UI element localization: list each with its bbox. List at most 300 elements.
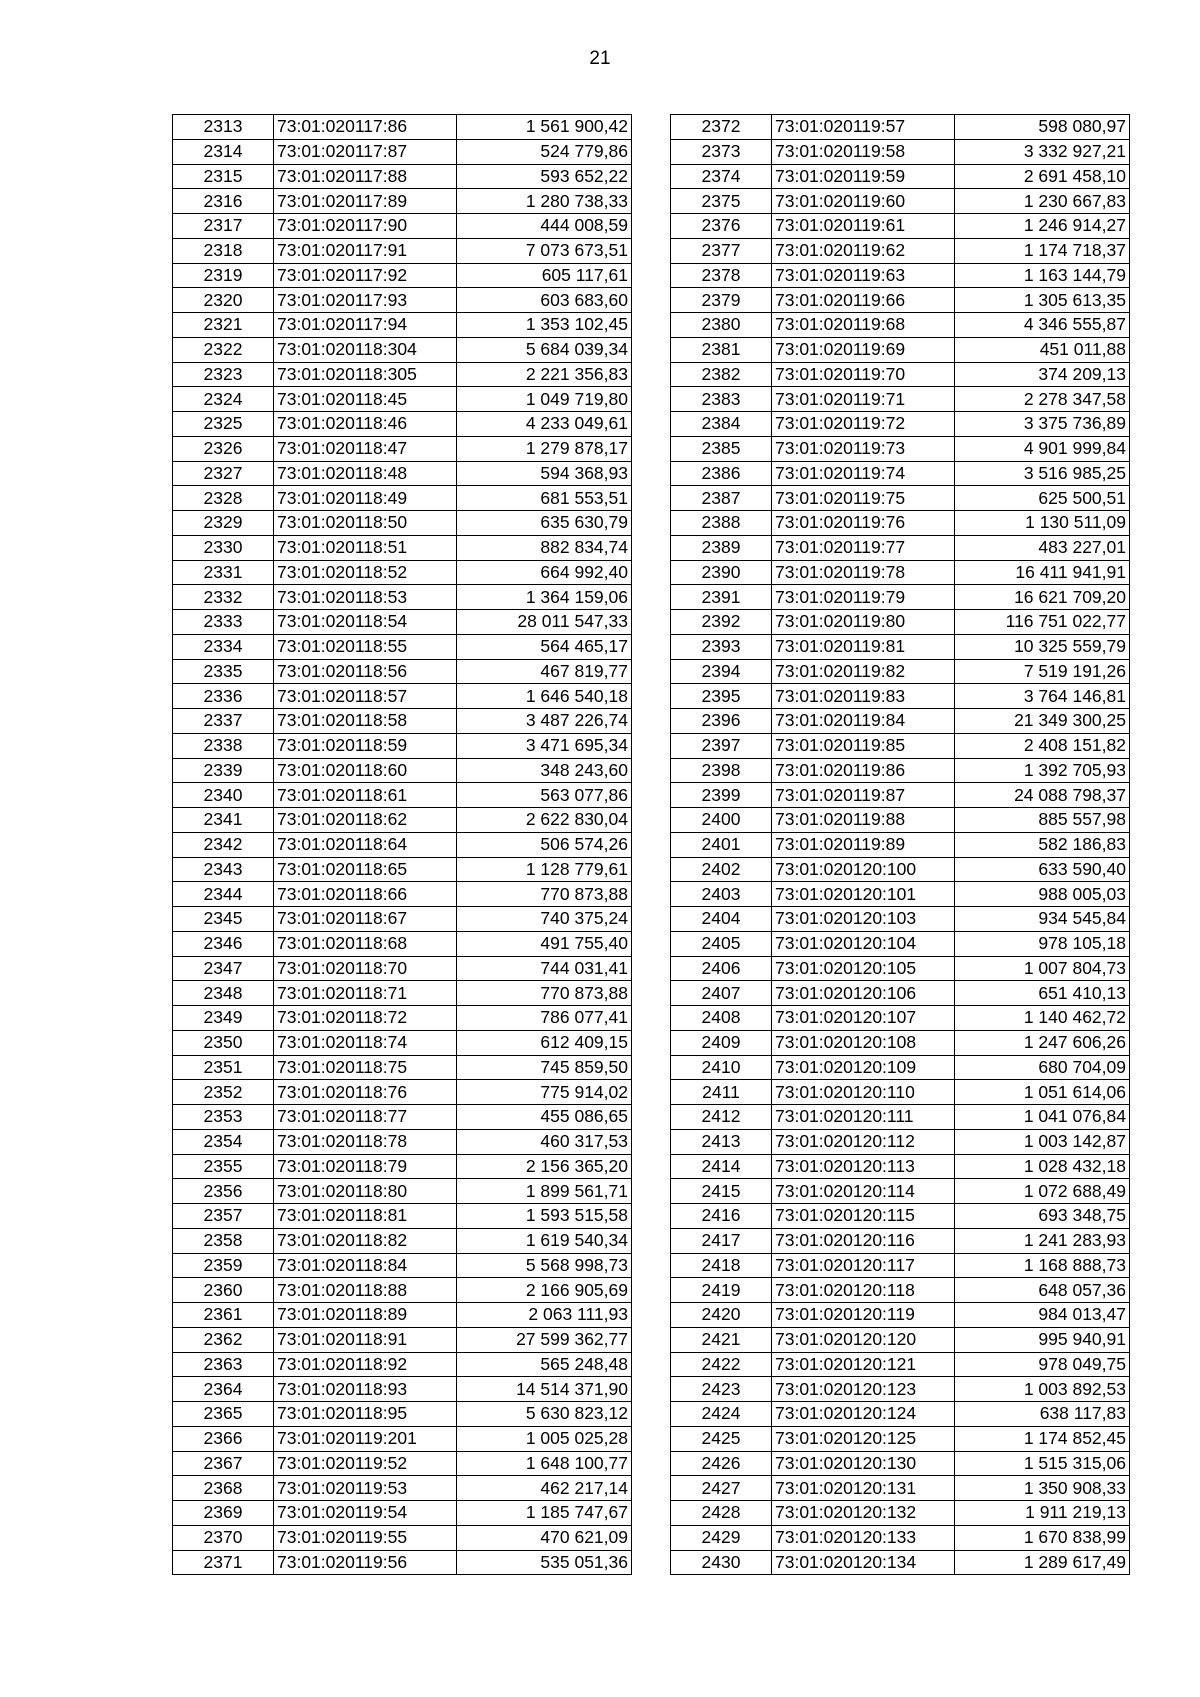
cadastral-value: 1 593 515,58 bbox=[457, 1204, 632, 1229]
table-row bbox=[173, 1426, 632, 1451]
row-number: 2323 bbox=[173, 362, 274, 387]
table-row bbox=[173, 1179, 632, 1204]
cadastral-number: 73:01:020118:71 bbox=[274, 981, 457, 1006]
table-row bbox=[173, 1352, 632, 1377]
table-row bbox=[671, 1501, 1130, 1526]
cadastral-value: 28 011 547,33 bbox=[457, 610, 632, 635]
row-number: 2412 bbox=[671, 1105, 772, 1130]
cadastral-value: 1 140 462,72 bbox=[955, 1006, 1130, 1031]
row-number: 2354 bbox=[173, 1129, 274, 1154]
table-row bbox=[173, 659, 632, 684]
row-number: 2369 bbox=[173, 1501, 274, 1526]
cadastral-value: 506 574,26 bbox=[457, 832, 632, 857]
table-row bbox=[671, 412, 1130, 437]
cadastral-value: 535 051,36 bbox=[457, 1550, 632, 1575]
cadastral-value: 7 073 673,51 bbox=[457, 238, 632, 263]
cadastral-value: 681 553,51 bbox=[457, 486, 632, 511]
row-number: 2367 bbox=[173, 1451, 274, 1476]
cadastral-number: 73:01:020119:62 bbox=[772, 238, 955, 263]
row-number: 2315 bbox=[173, 164, 274, 189]
cadastral-value: 1 003 892,53 bbox=[955, 1377, 1130, 1402]
cadastral-value: 786 077,41 bbox=[457, 1006, 632, 1031]
cadastral-number: 73:01:020117:93 bbox=[274, 288, 457, 313]
cadastral-value: 3 375 736,89 bbox=[955, 412, 1130, 437]
cadastral-value: 1 364 159,06 bbox=[457, 585, 632, 610]
row-number: 2406 bbox=[671, 956, 772, 981]
table-row bbox=[173, 313, 632, 338]
row-number: 2320 bbox=[173, 288, 274, 313]
cadastral-number: 73:01:020120:116 bbox=[772, 1228, 955, 1253]
cadastral-value: 882 834,74 bbox=[457, 535, 632, 560]
cadastral-value: 612 409,15 bbox=[457, 1030, 632, 1055]
row-number: 2392 bbox=[671, 610, 772, 635]
cadastral-value: 3 332 927,21 bbox=[955, 139, 1130, 164]
row-number: 2425 bbox=[671, 1426, 772, 1451]
row-number: 2332 bbox=[173, 585, 274, 610]
table-row bbox=[671, 733, 1130, 758]
cadastral-number: 73:01:020118:80 bbox=[274, 1179, 457, 1204]
cadastral-value: 3 471 695,34 bbox=[457, 733, 632, 758]
cadastral-value: 5 568 998,73 bbox=[457, 1253, 632, 1278]
right-table-body bbox=[671, 115, 1130, 1575]
cadastral-number: 73:01:020117:89 bbox=[274, 189, 457, 214]
table-row bbox=[671, 783, 1130, 808]
table-row bbox=[173, 337, 632, 362]
table-row bbox=[173, 387, 632, 412]
cadastral-value: 1 561 900,42 bbox=[457, 115, 632, 140]
cadastral-number: 73:01:020120:111 bbox=[772, 1105, 955, 1130]
table-row bbox=[671, 1278, 1130, 1303]
cadastral-number: 73:01:020118:81 bbox=[274, 1204, 457, 1229]
cadastral-number: 73:01:020118:55 bbox=[274, 634, 457, 659]
cadastral-value: 1 279 878,17 bbox=[457, 436, 632, 461]
cadastral-value: 21 349 300,25 bbox=[955, 709, 1130, 734]
cadastral-number: 73:01:020119:68 bbox=[772, 313, 955, 338]
cadastral-number: 73:01:020119:55 bbox=[274, 1525, 457, 1550]
cadastral-number: 73:01:020119:85 bbox=[772, 733, 955, 758]
cadastral-number: 73:01:020119:89 bbox=[772, 832, 955, 857]
row-number: 2385 bbox=[671, 436, 772, 461]
cadastral-number: 73:01:020117:86 bbox=[274, 115, 457, 140]
row-number: 2390 bbox=[671, 560, 772, 585]
cadastral-number: 73:01:020119:78 bbox=[772, 560, 955, 585]
cadastral-number: 73:01:020118:47 bbox=[274, 436, 457, 461]
cadastral-number: 73:01:020119:82 bbox=[772, 659, 955, 684]
table-row bbox=[173, 1154, 632, 1179]
row-number: 2339 bbox=[173, 758, 274, 783]
cadastral-value: 598 080,97 bbox=[955, 115, 1130, 140]
table-row bbox=[173, 560, 632, 585]
table-row bbox=[671, 1154, 1130, 1179]
row-number: 2380 bbox=[671, 313, 772, 338]
cadastral-number: 73:01:020118:82 bbox=[274, 1228, 457, 1253]
cadastral-value: 1 515 315,06 bbox=[955, 1451, 1130, 1476]
row-number: 2378 bbox=[671, 263, 772, 288]
cadastral-number: 73:01:020120:124 bbox=[772, 1402, 955, 1427]
cadastral-number: 73:01:020118:51 bbox=[274, 535, 457, 560]
row-number: 2417 bbox=[671, 1228, 772, 1253]
row-number: 2422 bbox=[671, 1352, 772, 1377]
cadastral-number: 73:01:020120:113 bbox=[772, 1154, 955, 1179]
row-number: 2383 bbox=[671, 387, 772, 412]
cadastral-value: 1 174 718,37 bbox=[955, 238, 1130, 263]
row-number: 2377 bbox=[671, 238, 772, 263]
cadastral-value: 2 221 356,83 bbox=[457, 362, 632, 387]
cadastral-number: 73:01:020120:115 bbox=[772, 1204, 955, 1229]
cadastral-number: 73:01:020118:74 bbox=[274, 1030, 457, 1055]
table-row bbox=[671, 808, 1130, 833]
row-number: 2337 bbox=[173, 709, 274, 734]
row-number: 2318 bbox=[173, 238, 274, 263]
cadastral-value: 483 227,01 bbox=[955, 535, 1130, 560]
table-row bbox=[671, 1525, 1130, 1550]
table-row bbox=[671, 387, 1130, 412]
row-number: 2358 bbox=[173, 1228, 274, 1253]
cadastral-value: 1 392 705,93 bbox=[955, 758, 1130, 783]
cadastral-value: 16 411 941,91 bbox=[955, 560, 1130, 585]
row-number: 2381 bbox=[671, 337, 772, 362]
cadastral-number: 73:01:020120:132 bbox=[772, 1501, 955, 1526]
table-row bbox=[173, 956, 632, 981]
cadastral-number: 73:01:020120:119 bbox=[772, 1303, 955, 1328]
cadastral-value: 1 128 779,61 bbox=[457, 857, 632, 882]
cadastral-number: 73:01:020118:70 bbox=[274, 956, 457, 981]
row-number: 2415 bbox=[671, 1179, 772, 1204]
row-number: 2384 bbox=[671, 412, 772, 437]
cadastral-number: 73:01:020119:57 bbox=[772, 115, 955, 140]
row-number: 2344 bbox=[173, 882, 274, 907]
cadastral-number: 73:01:020120:110 bbox=[772, 1080, 955, 1105]
cadastral-number: 73:01:020118:88 bbox=[274, 1278, 457, 1303]
table-row bbox=[671, 907, 1130, 932]
table-row bbox=[173, 1327, 632, 1352]
cadastral-number: 73:01:020118:65 bbox=[274, 857, 457, 882]
cadastral-value: 1 130 511,09 bbox=[955, 511, 1130, 536]
table-row bbox=[173, 585, 632, 610]
cadastral-value: 451 011,88 bbox=[955, 337, 1130, 362]
cadastral-number: 73:01:020120:117 bbox=[772, 1253, 955, 1278]
row-number: 2413 bbox=[671, 1129, 772, 1154]
row-number: 2356 bbox=[173, 1179, 274, 1204]
cadastral-value: 1 280 738,33 bbox=[457, 189, 632, 214]
table-row bbox=[671, 1377, 1130, 1402]
table-row bbox=[671, 1550, 1130, 1575]
table-row bbox=[671, 610, 1130, 635]
row-number: 2329 bbox=[173, 511, 274, 536]
table-row bbox=[671, 263, 1130, 288]
cadastral-number: 73:01:020119:69 bbox=[772, 337, 955, 362]
cadastral-number: 73:01:020120:131 bbox=[772, 1476, 955, 1501]
row-number: 2322 bbox=[173, 337, 274, 362]
table-row bbox=[173, 733, 632, 758]
cadastral-value: 1 168 888,73 bbox=[955, 1253, 1130, 1278]
cadastral-number: 73:01:020119:74 bbox=[772, 461, 955, 486]
table-row bbox=[173, 535, 632, 560]
table-row bbox=[671, 214, 1130, 239]
table-row bbox=[671, 535, 1130, 560]
row-number: 2331 bbox=[173, 560, 274, 585]
table-row bbox=[671, 709, 1130, 734]
cadastral-value: 978 105,18 bbox=[955, 931, 1130, 956]
cadastral-value: 1 041 076,84 bbox=[955, 1105, 1130, 1130]
cadastral-number: 73:01:020118:48 bbox=[274, 461, 457, 486]
row-number: 2408 bbox=[671, 1006, 772, 1031]
table-row bbox=[671, 931, 1130, 956]
cadastral-value: 116 751 022,77 bbox=[955, 610, 1130, 635]
row-number: 2393 bbox=[671, 634, 772, 659]
cadastral-number: 73:01:020118:66 bbox=[274, 882, 457, 907]
table-row bbox=[173, 436, 632, 461]
row-number: 2370 bbox=[173, 1525, 274, 1550]
cadastral-number: 73:01:020118:84 bbox=[274, 1253, 457, 1278]
table-row bbox=[173, 1501, 632, 1526]
cadastral-value: 1 185 747,67 bbox=[457, 1501, 632, 1526]
cadastral-number: 73:01:020119:84 bbox=[772, 709, 955, 734]
row-number: 2394 bbox=[671, 659, 772, 684]
cadastral-value: 594 368,93 bbox=[457, 461, 632, 486]
cadastral-number: 73:01:020120:123 bbox=[772, 1377, 955, 1402]
row-number: 2427 bbox=[671, 1476, 772, 1501]
cadastral-value: 444 008,59 bbox=[457, 214, 632, 239]
row-number: 2403 bbox=[671, 882, 772, 907]
table-row bbox=[671, 1303, 1130, 1328]
row-number: 2382 bbox=[671, 362, 772, 387]
table-row bbox=[173, 189, 632, 214]
row-number: 2416 bbox=[671, 1204, 772, 1229]
cadastral-value: 984 013,47 bbox=[955, 1303, 1130, 1328]
cadastral-number: 73:01:020118:46 bbox=[274, 412, 457, 437]
table-row bbox=[671, 1105, 1130, 1130]
cadastral-number: 73:01:020118:57 bbox=[274, 684, 457, 709]
row-number: 2334 bbox=[173, 634, 274, 659]
row-number: 2327 bbox=[173, 461, 274, 486]
cadastral-number: 73:01:020118:305 bbox=[274, 362, 457, 387]
cadastral-value: 1 670 838,99 bbox=[955, 1525, 1130, 1550]
row-number: 2330 bbox=[173, 535, 274, 560]
table-row bbox=[671, 1451, 1130, 1476]
cadastral-number: 73:01:020117:90 bbox=[274, 214, 457, 239]
row-number: 2366 bbox=[173, 1426, 274, 1451]
table-row bbox=[671, 634, 1130, 659]
table-row bbox=[671, 238, 1130, 263]
row-number: 2313 bbox=[173, 115, 274, 140]
table-row bbox=[173, 115, 632, 140]
table-row bbox=[173, 1030, 632, 1055]
table-row bbox=[671, 189, 1130, 214]
table-row bbox=[671, 313, 1130, 338]
row-number: 2353 bbox=[173, 1105, 274, 1130]
cadastral-value: 1 241 283,93 bbox=[955, 1228, 1130, 1253]
cadastral-number: 73:01:020118:79 bbox=[274, 1154, 457, 1179]
cadastral-number: 73:01:020118:56 bbox=[274, 659, 457, 684]
cadastral-value: 1 072 688,49 bbox=[955, 1179, 1130, 1204]
row-number: 2397 bbox=[671, 733, 772, 758]
table-row bbox=[671, 758, 1130, 783]
table-row bbox=[173, 758, 632, 783]
table-row bbox=[173, 214, 632, 239]
table-row bbox=[173, 1006, 632, 1031]
table-row bbox=[671, 585, 1130, 610]
cadastral-value: 775 914,02 bbox=[457, 1080, 632, 1105]
cadastral-number: 73:01:020118:62 bbox=[274, 808, 457, 833]
cadastral-number: 73:01:020119:53 bbox=[274, 1476, 457, 1501]
table-row bbox=[173, 1402, 632, 1427]
cadastral-value: 625 500,51 bbox=[955, 486, 1130, 511]
row-number: 2326 bbox=[173, 436, 274, 461]
row-number: 2357 bbox=[173, 1204, 274, 1229]
row-number: 2342 bbox=[173, 832, 274, 857]
cadastral-number: 73:01:020117:94 bbox=[274, 313, 457, 338]
cadastral-value: 2 408 151,82 bbox=[955, 733, 1130, 758]
table-row bbox=[173, 1303, 632, 1328]
row-number: 2372 bbox=[671, 115, 772, 140]
cadastral-value: 603 683,60 bbox=[457, 288, 632, 313]
row-number: 2341 bbox=[173, 808, 274, 833]
row-number: 2373 bbox=[671, 139, 772, 164]
row-number: 2423 bbox=[671, 1377, 772, 1402]
cadastral-number: 73:01:020118:93 bbox=[274, 1377, 457, 1402]
cadastral-number: 73:01:020119:77 bbox=[772, 535, 955, 560]
cadastral-number: 73:01:020120:112 bbox=[772, 1129, 955, 1154]
table-row bbox=[173, 634, 632, 659]
cadastral-value: 1 174 852,45 bbox=[955, 1426, 1130, 1451]
table-row bbox=[173, 164, 632, 189]
cadastral-value: 1 230 667,83 bbox=[955, 189, 1130, 214]
cadastral-value: 693 348,75 bbox=[955, 1204, 1130, 1229]
table-row bbox=[173, 783, 632, 808]
cadastral-number: 73:01:020119:52 bbox=[274, 1451, 457, 1476]
cadastral-value: 2 622 830,04 bbox=[457, 808, 632, 833]
cadastral-number: 73:01:020119:81 bbox=[772, 634, 955, 659]
cadastral-value: 467 819,77 bbox=[457, 659, 632, 684]
row-number: 2319 bbox=[173, 263, 274, 288]
table-row bbox=[671, 882, 1130, 907]
left-table-body bbox=[173, 115, 632, 1575]
table-row bbox=[173, 1055, 632, 1080]
row-number: 2388 bbox=[671, 511, 772, 536]
cadastral-value: 1 247 606,26 bbox=[955, 1030, 1130, 1055]
table-row bbox=[671, 1402, 1130, 1427]
cadastral-value: 524 779,86 bbox=[457, 139, 632, 164]
table-row bbox=[671, 1476, 1130, 1501]
cadastral-number: 73:01:020117:92 bbox=[274, 263, 457, 288]
cadastral-value: 2 063 111,93 bbox=[457, 1303, 632, 1328]
row-number: 2317 bbox=[173, 214, 274, 239]
cadastral-value: 3 764 146,81 bbox=[955, 684, 1130, 709]
table-row bbox=[173, 1377, 632, 1402]
table-row bbox=[173, 709, 632, 734]
cadastral-number: 73:01:020120:121 bbox=[772, 1352, 955, 1377]
cadastral-number: 73:01:020118:64 bbox=[274, 832, 457, 857]
cadastral-value: 24 088 798,37 bbox=[955, 783, 1130, 808]
table-row bbox=[173, 486, 632, 511]
row-number: 2418 bbox=[671, 1253, 772, 1278]
cadastral-value: 7 519 191,26 bbox=[955, 659, 1130, 684]
cadastral-number: 73:01:020118:89 bbox=[274, 1303, 457, 1328]
row-number: 2411 bbox=[671, 1080, 772, 1105]
table-row bbox=[173, 931, 632, 956]
cadastral-number: 73:01:020118:58 bbox=[274, 709, 457, 734]
row-number: 2396 bbox=[671, 709, 772, 734]
cadastral-number: 73:01:020119:71 bbox=[772, 387, 955, 412]
row-number: 2338 bbox=[173, 733, 274, 758]
row-number: 2346 bbox=[173, 931, 274, 956]
table-row bbox=[671, 362, 1130, 387]
cadastral-number: 73:01:020118:78 bbox=[274, 1129, 457, 1154]
row-number: 2345 bbox=[173, 907, 274, 932]
table-row bbox=[671, 486, 1130, 511]
cadastral-number: 73:01:020119:76 bbox=[772, 511, 955, 536]
cadastral-value: 995 940,91 bbox=[955, 1327, 1130, 1352]
table-row bbox=[173, 808, 632, 833]
row-number: 2348 bbox=[173, 981, 274, 1006]
row-number: 2421 bbox=[671, 1327, 772, 1352]
cadastral-value: 565 248,48 bbox=[457, 1352, 632, 1377]
cadastral-value: 2 166 905,69 bbox=[457, 1278, 632, 1303]
row-number: 2399 bbox=[671, 783, 772, 808]
row-number: 2430 bbox=[671, 1550, 772, 1575]
cadastral-number: 73:01:020119:201 bbox=[274, 1426, 457, 1451]
table-row bbox=[671, 1030, 1130, 1055]
cadastral-number: 73:01:020117:87 bbox=[274, 139, 457, 164]
table-row bbox=[173, 511, 632, 536]
table-row bbox=[173, 1253, 632, 1278]
table-row bbox=[173, 1129, 632, 1154]
cadastral-value: 1 899 561,71 bbox=[457, 1179, 632, 1204]
cadastral-value: 5 630 823,12 bbox=[457, 1402, 632, 1427]
row-number: 2398 bbox=[671, 758, 772, 783]
cadastral-value: 988 005,03 bbox=[955, 882, 1130, 907]
row-number: 2314 bbox=[173, 139, 274, 164]
table-row bbox=[173, 1204, 632, 1229]
cadastral-value: 885 557,98 bbox=[955, 808, 1130, 833]
cadastral-value: 470 621,09 bbox=[457, 1525, 632, 1550]
cadastral-number: 73:01:020119:88 bbox=[772, 808, 955, 833]
table-row bbox=[173, 857, 632, 882]
row-number: 2419 bbox=[671, 1278, 772, 1303]
row-number: 2333 bbox=[173, 610, 274, 635]
row-number: 2409 bbox=[671, 1030, 772, 1055]
cadastral-number: 73:01:020120:101 bbox=[772, 882, 955, 907]
cadastral-value: 4 346 555,87 bbox=[955, 313, 1130, 338]
cadastral-number: 73:01:020120:133 bbox=[772, 1525, 955, 1550]
cadastral-number: 73:01:020119:56 bbox=[274, 1550, 457, 1575]
cadastral-value: 651 410,13 bbox=[955, 981, 1130, 1006]
cadastral-number: 73:01:020120:134 bbox=[772, 1550, 955, 1575]
row-number: 2343 bbox=[173, 857, 274, 882]
table-row bbox=[671, 337, 1130, 362]
cadastral-number: 73:01:020118:95 bbox=[274, 1402, 457, 1427]
row-number: 2395 bbox=[671, 684, 772, 709]
table-row bbox=[173, 1525, 632, 1550]
cadastral-value: 563 077,86 bbox=[457, 783, 632, 808]
table-row bbox=[173, 139, 632, 164]
cadastral-number: 73:01:020120:103 bbox=[772, 907, 955, 932]
row-number: 2347 bbox=[173, 956, 274, 981]
cadastral-number: 73:01:020120:114 bbox=[772, 1179, 955, 1204]
row-number: 2429 bbox=[671, 1525, 772, 1550]
table-row bbox=[671, 461, 1130, 486]
row-number: 2350 bbox=[173, 1030, 274, 1055]
row-number: 2389 bbox=[671, 535, 772, 560]
cadastral-value: 455 086,65 bbox=[457, 1105, 632, 1130]
row-number: 2407 bbox=[671, 981, 772, 1006]
cadastral-value: 1 163 144,79 bbox=[955, 263, 1130, 288]
row-number: 2362 bbox=[173, 1327, 274, 1352]
cadastral-value: 664 992,40 bbox=[457, 560, 632, 585]
cadastral-number: 73:01:020118:59 bbox=[274, 733, 457, 758]
cadastral-number: 73:01:020119:60 bbox=[772, 189, 955, 214]
